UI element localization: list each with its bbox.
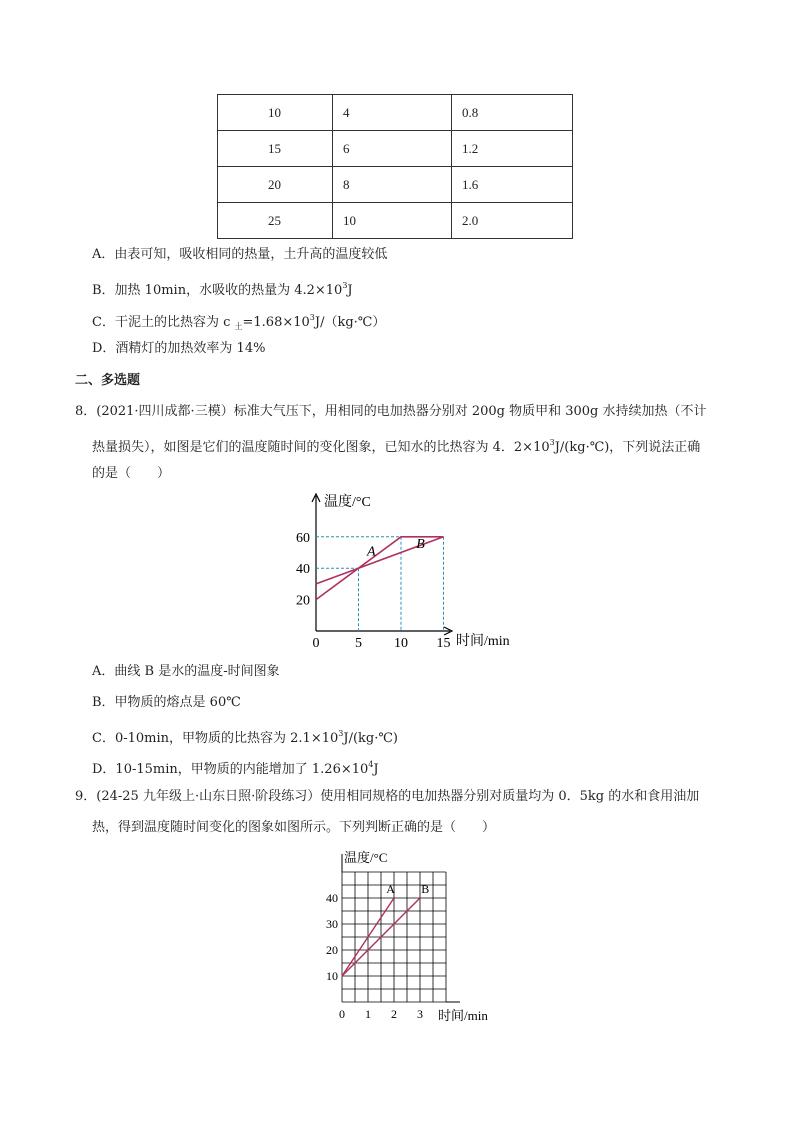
table-cell: 10 bbox=[333, 203, 452, 239]
y-axis-label: 温度/°C bbox=[344, 850, 388, 865]
q9-stem-line1: 9．(24-25 九年级上·山东日照·阶段练习）使用相同规格的电加热器分别对质量均为 0．5kg 的水和食用油加 bbox=[75, 789, 700, 804]
table-cell: 6 bbox=[333, 131, 452, 167]
q8-stem-line1: 8．(2021·四川成都·三模）标准大气压下，用相同的电加热器分别对 200g 物质甲和 300g 水持续加热（不计 bbox=[75, 404, 707, 419]
x-tick-label: 2 bbox=[391, 1007, 397, 1021]
subscript: 土 bbox=[234, 322, 243, 331]
x-tick-label: 5 bbox=[355, 636, 362, 651]
table-row bbox=[218, 131, 573, 167]
q8-option-a: A．曲线 B 是水的温度-时间图象 bbox=[92, 664, 280, 679]
text: J bbox=[347, 283, 353, 298]
table-cell: 20 bbox=[218, 167, 333, 203]
table-row bbox=[218, 203, 573, 239]
table-cell: 25 bbox=[218, 203, 333, 239]
x-tick-label: 10 bbox=[394, 636, 408, 651]
q7-option-b bbox=[92, 276, 353, 301]
q9-temperature-chart bbox=[318, 844, 498, 1026]
superscript: 3 bbox=[338, 729, 344, 738]
superscript: 3 bbox=[342, 281, 348, 290]
series-label-a: A bbox=[367, 544, 376, 560]
table-cell: 1.6 bbox=[452, 167, 573, 203]
text: J/(kg·℃) bbox=[343, 731, 398, 746]
text: D．10-15min，甲物质的内能增加了 1.26×10 bbox=[92, 762, 369, 777]
x-axis-label: 时间/min bbox=[456, 634, 510, 649]
y-tick-label: 60 bbox=[296, 530, 310, 546]
superscript: 3 bbox=[309, 313, 315, 322]
text: 热量损失），如图是它们的温度随时间的变化图象，已知水的比热容为 4．2×10 bbox=[92, 440, 550, 455]
table-cell: 15 bbox=[218, 131, 333, 167]
text: J bbox=[373, 762, 379, 777]
text: J/（kg·℃） bbox=[314, 315, 386, 330]
series-label-a: A bbox=[386, 881, 395, 896]
table-cell: 2.0 bbox=[452, 203, 573, 239]
superscript: 3 bbox=[549, 438, 555, 447]
table-cell: 4 bbox=[333, 95, 452, 131]
table-cell: 8 bbox=[333, 167, 452, 203]
q8-option-b: B．甲物质的熔点是 60℃ bbox=[92, 695, 241, 710]
text: =1.68×10 bbox=[242, 315, 310, 330]
y-axis-label: 温度/°C bbox=[324, 495, 371, 510]
q7-option-d: D．酒精灯的加热效率为 14% bbox=[92, 341, 266, 356]
x-axis-label: 时间/min bbox=[438, 1008, 488, 1023]
q7-option-c bbox=[92, 308, 385, 337]
y-tick-label: 40 bbox=[296, 562, 310, 578]
series-label-b: B bbox=[421, 881, 430, 896]
y-tick-label: 40 bbox=[326, 891, 338, 905]
x-tick-label: 1 bbox=[365, 1007, 371, 1021]
table-row bbox=[218, 95, 573, 131]
x-tick-label: 0 bbox=[339, 1007, 345, 1021]
text: J/(kg·℃)，下列说法正确 bbox=[554, 440, 701, 455]
q8-option-d bbox=[92, 755, 379, 780]
table-cell: 1.2 bbox=[452, 131, 573, 167]
text: B．加热 10min，水吸收的热量为 4.2×10 bbox=[92, 283, 343, 298]
q7-option-a: A．由表可知，吸收相同的热量，土升高的温度较低 bbox=[92, 247, 388, 262]
x-tick-label: 15 bbox=[436, 636, 451, 651]
y-tick-label: 20 bbox=[326, 943, 338, 957]
q8-option-c bbox=[92, 724, 398, 749]
q8-stem-line2 bbox=[92, 433, 700, 458]
section-title: 二、多选题 bbox=[75, 373, 141, 388]
q8-temperature-chart bbox=[290, 486, 530, 656]
table-cell: 10 bbox=[218, 95, 333, 131]
superscript: 4 bbox=[368, 760, 374, 769]
table-cell: 0.8 bbox=[452, 95, 573, 131]
text: C．0-10min，甲物质的比热容为 2.1×10 bbox=[92, 731, 339, 746]
series-label-b: B bbox=[416, 536, 425, 552]
x-tick-label: 0 bbox=[312, 636, 320, 651]
q8-stem-line3: 的是（ ） bbox=[92, 466, 171, 481]
x-tick-label: 3 bbox=[417, 1007, 423, 1021]
text: C．干泥土的比热容为 c bbox=[92, 315, 235, 330]
q9-stem-line2: 热，得到温度随时间变化的图象如图所示。下列判断正确的是（ ） bbox=[92, 820, 496, 835]
y-tick-label: 30 bbox=[326, 917, 338, 931]
table-row bbox=[218, 167, 573, 203]
y-tick-label: 20 bbox=[296, 593, 310, 609]
y-tick-label: 10 bbox=[326, 969, 338, 983]
data-table bbox=[217, 94, 573, 239]
